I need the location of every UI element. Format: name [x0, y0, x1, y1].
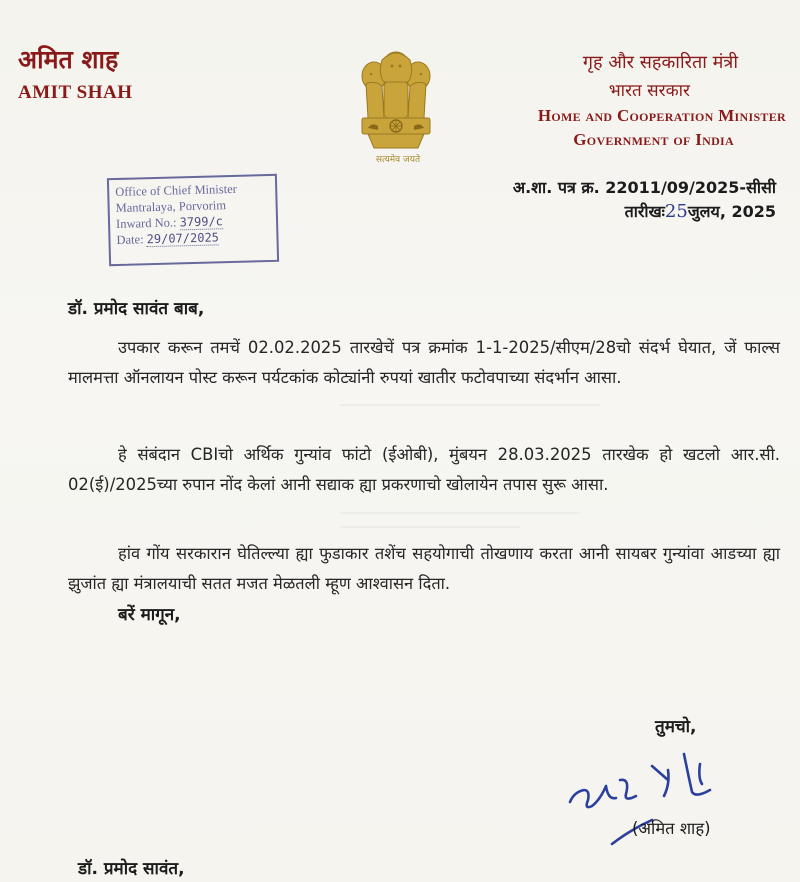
stamp-office: Office of Chief Minister — [115, 181, 238, 200]
date-suffix: जुलय, 2025 — [687, 202, 776, 221]
body-paragraph-3: हांव गोंय सरकारान घेतिल्ल्या ह्या फुडाकार तशेंच सहयोगाची तोखणाय करता आनी सायबर गुन्यांवा आडच्या ह्या झुजांत ह्या मंत्रालयाची सतत मजत मेळतली म्हूण आश्वासन दिता. — [68, 544, 780, 593]
closing: बरें मागून, — [118, 605, 181, 625]
salutation: डॉ. प्रमोद सावंत बाब, — [68, 299, 205, 319]
date-handwritten-day: 25 — [664, 201, 688, 222]
body-paragraph-1: उपकार करून तमचें 02.02.2025 तारखेचें पत्र क्रमांक 1-1-2025/सीएम/28चो संदर्भ घेयात, जें फाल्स मालमत्ता ऑनलायन पोस्ट करून पर्यटकांक कोट्यांनी रुपयां खातीर फटोवपाच्या संदर्भान आसा. — [68, 338, 780, 387]
government-english: Government of India — [573, 130, 734, 149]
date-prefix: तारीखः — [624, 202, 665, 221]
designation-english: Home and Cooperation Minister — [537, 106, 786, 125]
minister-name-english: AMIT SHAH — [18, 82, 133, 103]
stamp-inward-label: Inward No.: — [115, 215, 177, 232]
reference-number: अ.शा. पत्र क्र. 22011/09/2025-सीसी — [512, 178, 776, 197]
show-through-line — [340, 404, 600, 406]
designation-hindi: गृह और सहकारिता मंत्री — [582, 52, 738, 73]
show-through-line — [340, 512, 580, 514]
minister-name-hindi: अमित शाह — [18, 45, 119, 74]
stamp-date-label: Date: — [116, 232, 144, 248]
stamp-inward-number: 3799/c — [179, 214, 224, 230]
signer-name: (अमित शाह) — [632, 819, 711, 838]
stamp-date-value: 29/07/2025 — [146, 230, 220, 247]
stamp-address: Mantralaya, Porvorim — [115, 198, 227, 216]
letter-date — [625, 200, 776, 222]
addressee-name: डॉ. प्रमोद सावंत, — [78, 859, 185, 879]
inward-stamp — [107, 174, 279, 266]
emblem-motto: सत्यमेव जयते — [375, 155, 421, 165]
yours-line: तुमचो, — [655, 717, 697, 737]
national-emblem-icon — [348, 40, 444, 170]
body-paragraph-2: हे संबंदान CBIचो अर्थिक गुन्यांव फांटो (ईओबी), मुंबयन 28.03.2025 तारखेक हो खटलो आर.सी. 02(ई)/2025च्या रुपान नोंद केलां आनी सद्याक ह्या प्रकरणाचो खोलायेन तपास सुरू आसा. — [68, 445, 780, 494]
government-hindi: भारत सरकार — [608, 81, 690, 101]
show-through-line — [340, 526, 520, 528]
stamp-date-row — [116, 228, 270, 248]
